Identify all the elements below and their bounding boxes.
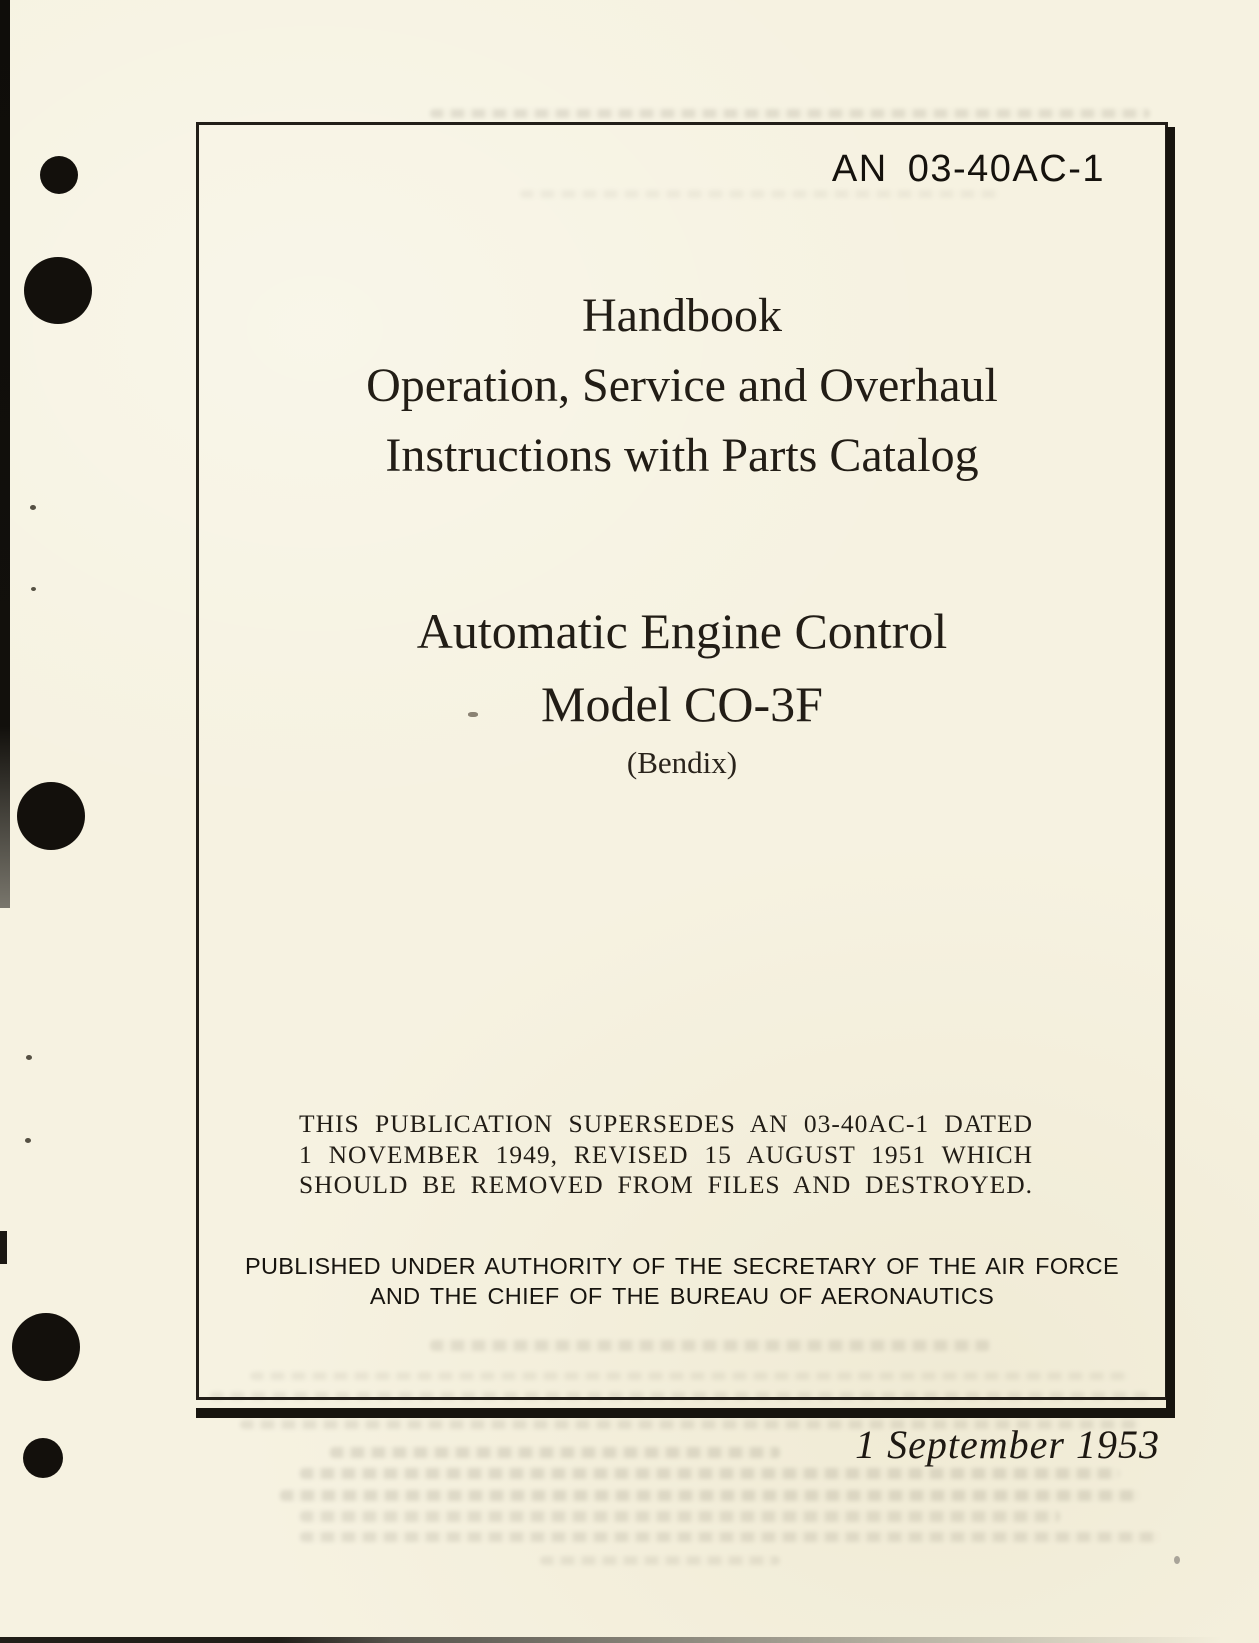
bleed-through-artifact [330, 1447, 780, 1458]
subject-line-equipment: Automatic Engine Control [416, 603, 948, 659]
bleed-through-artifact [280, 1490, 1140, 1501]
scan-edge-left-bar [0, 0, 10, 908]
subject-line-model: Model CO-3F [541, 676, 823, 732]
subject-block [196, 595, 1168, 741]
supersede-line: 1 NOVEMBER 1949, REVISED 15 AUGUST 1951 WHICH [299, 1139, 1033, 1169]
title-line-handbook: Handbook [582, 289, 782, 342]
document-number: AN 03-40AC-1 [831, 148, 1105, 190]
authority-line: AND THE CHIEF OF THE BUREAU OF AERONAUTICS [369, 1283, 995, 1309]
bleed-through-artifact [540, 1556, 780, 1565]
issue-date: 1 September 1953 [855, 1422, 1160, 1467]
dust-speck [30, 505, 36, 510]
scan-edge-left-bar-segment [0, 1231, 7, 1264]
supersede-notice [299, 1109, 1033, 1201]
handbook-title-block [196, 281, 1168, 491]
punch-hole [23, 1438, 63, 1478]
punch-hole [17, 782, 85, 850]
dust-speck [31, 587, 36, 591]
dust-speck [25, 1138, 31, 1143]
dust-speck [1174, 1556, 1180, 1564]
authority-statement [196, 1251, 1168, 1311]
supersede-line: THIS PUBLICATION SUPERSEDES AN 03-40AC-1 DATED [299, 1109, 1033, 1138]
supersede-line: SHOULD BE REMOVED FROM FILES AND DESTROYED. [299, 1170, 1033, 1199]
title-line-operation: Operation, Service and Overhaul [366, 359, 998, 412]
scan-edge-bottom-strip [0, 1637, 1259, 1643]
title-line-instructions: Instructions with Parts Catalog [385, 429, 979, 482]
punch-hole [40, 156, 78, 194]
title-border-shadow-bottom [196, 1408, 1175, 1418]
bleed-through-artifact [300, 1468, 1120, 1479]
authority-line: PUBLISHED UNDER AUTHORITY OF THE SECRETARY OF THE AIR FORCE [245, 1253, 1119, 1279]
punch-hole [12, 1313, 80, 1381]
manufacturer-name: (Bendix) [626, 745, 738, 780]
bleed-through-artifact [300, 1532, 1160, 1542]
dust-speck [26, 1055, 32, 1060]
punch-hole [24, 257, 92, 324]
bleed-through-artifact [300, 1511, 1060, 1522]
bleed-through-artifact [430, 109, 1150, 118]
